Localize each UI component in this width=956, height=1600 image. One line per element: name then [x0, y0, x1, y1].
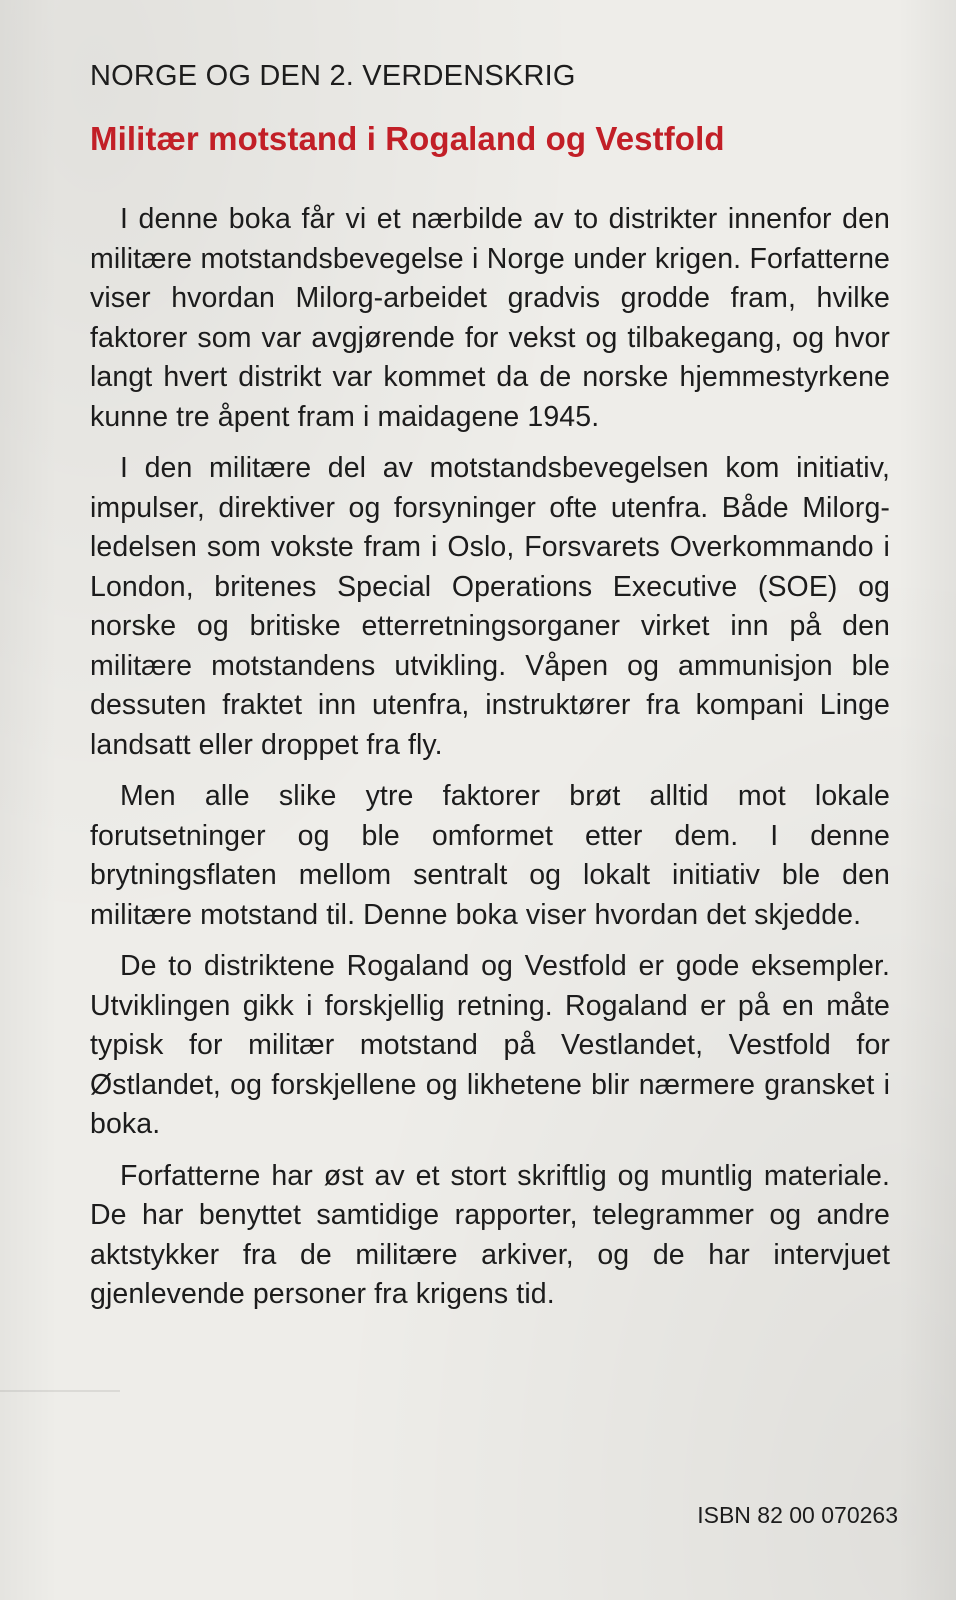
isbn-number: ISBN 82 00 070263 — [697, 1502, 898, 1528]
blurb-paragraph-3: Men alle slike ytre faktorer brøt alltid mot lokale forutsetninger og ble omformet etter dem. I denne brytningsflaten mellom sentralt og lokalt initiativ ble den militære motstand til. Denne boka viser hvordan det skjedde. — [90, 780, 890, 931]
paper-crease — [0, 1390, 120, 1392]
blurb-paragraph-2: I den militære del av motstandsbevegelsen kom initiativ, impulser, direktiver og forsyninger ofte utenfra. Både Milorg-ledelsen som vokste fram i Oslo, Forsvarets Overkommando i London, britenes Special Operations Executive (SOE) og norske og britiske etterretningsorganer virket inn på den militære motstandens utvikling. Våpen og ammunisjon ble dessuten fraktet inn utenfra, instruktører fra kompani Linge landsatt eller droppet fra fly. — [90, 452, 890, 761]
blurb-paragraph-1: I denne boka får vi et nærbilde av to distrikter innenfor den militære motstandsbevegelse i Norge under krigen. Forfatterne viser hvordan Milorg-arbeidet gradvis grodde fram, hvilke faktorer som var avgjørende for vekst og tilbakegang, og hvor langt hvert distrikt var kommet da de norske hjemmestyrkene kunne tre åpent fram i maidagene 1945. — [90, 203, 890, 433]
blurb-text — [90, 200, 890, 1327]
book-title: Militær motstand i Rogaland og Vestfold — [90, 120, 725, 157]
blurb-paragraph-5: Forfatterne har øst av et stort skriftlig og muntlig materiale. De har benyttet samtidige rapporter, telegrammer og andre aktstykker fra de militære arkiver, og de har intervjuet gjenlevende personer fra krigens tid. — [90, 1159, 890, 1310]
series-title: NORGE OG DEN 2. VERDENSKRIG — [90, 60, 576, 92]
blurb-paragraph-4: De to distriktene Rogaland og Vestfold er gode eksempler. Utviklingen gikk i forskjellig retning. Rogaland er på en måte typisk for militær motstand på Vestlandet, Vestfold for Østlandet, og forskjellene og likhetene blir nærmere gransket i boka. — [90, 950, 890, 1140]
